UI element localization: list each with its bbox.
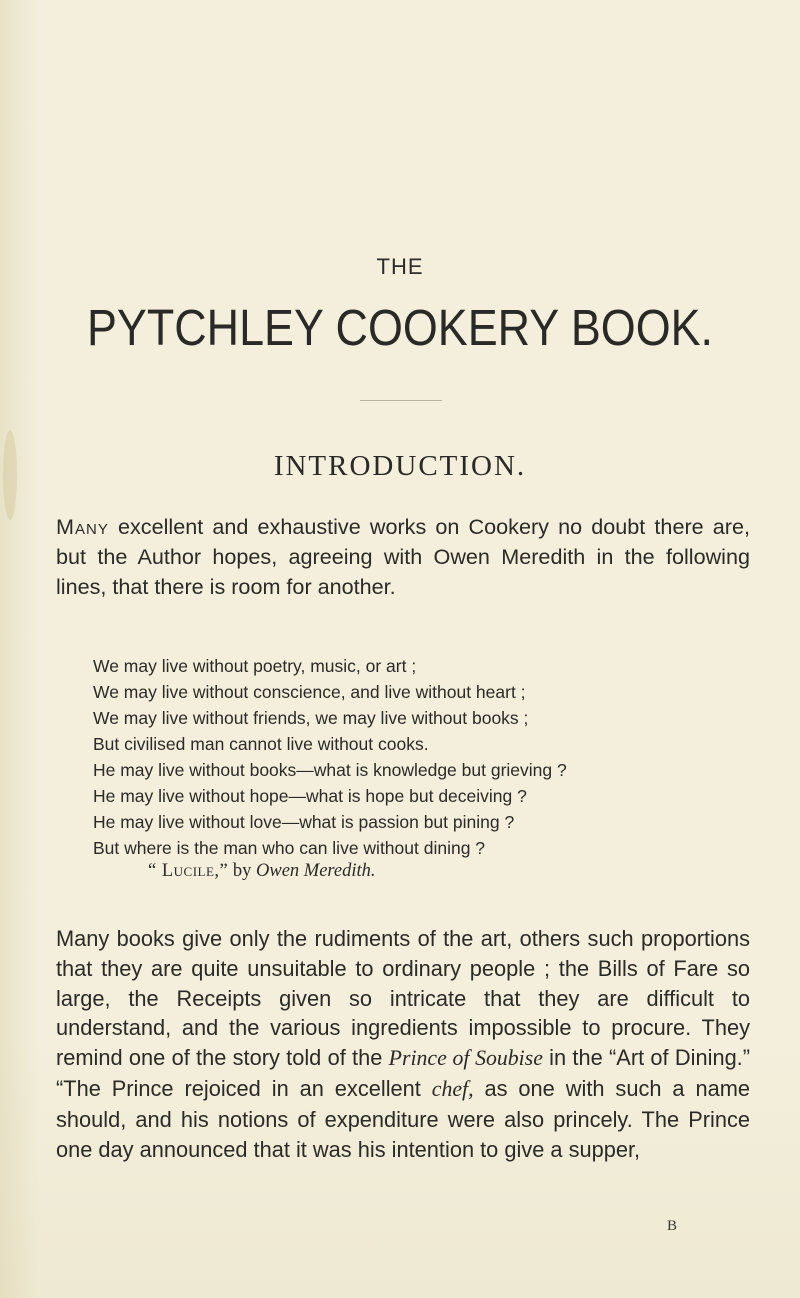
body-italic-chef: chef, bbox=[431, 1076, 474, 1101]
body-paragraph bbox=[56, 924, 750, 1164]
section-heading: INTRODUCTION. bbox=[273, 450, 527, 482]
verse-line: He may live without hope—what is hope but deceiving ? bbox=[93, 786, 527, 806]
title-divider bbox=[360, 400, 442, 401]
body-text-part: Many books give only the rudiments of the art, others such proportions that they are quite unsuitable to ordinary people ; the Bills of Fare so large, the Receipts given so intricate that they are difficult to understand, and the various ingredients impossible to procure. They remind one of the story told of the bbox=[56, 926, 750, 1071]
drop-lead-word: Many bbox=[56, 514, 109, 539]
body-text-part: as one with such a name should, and his notions of expenditure were also princely. The Prince one day announced that it was his intention to give a supper, bbox=[56, 1075, 750, 1162]
verse-line: He may live without love—what is passion but pining ? bbox=[93, 812, 515, 832]
verse-line: He may live without books—what is knowledge but grieving ? bbox=[93, 760, 567, 780]
verse-attribution bbox=[148, 861, 376, 882]
body-text-part: in the “Art of Dining.” “The Prince rejoiced in an excellent bbox=[56, 1045, 750, 1101]
book-title: PYTCHLEY COOKERY BOOK. bbox=[86, 299, 714, 356]
attribution-by: by bbox=[228, 861, 256, 881]
intro-paragraph bbox=[56, 512, 750, 602]
verse-line: But civilised man cannot live without cooks. bbox=[93, 734, 429, 754]
verse-line: We may live without conscience, and live without heart ; bbox=[93, 682, 526, 702]
body-italic-prince: Prince of Soubise bbox=[388, 1046, 543, 1071]
verse-line: But where is the man who can live without dining ? bbox=[93, 838, 486, 858]
verse-line: We may live without friends, we may live without books ; bbox=[93, 708, 529, 728]
attribution-author: Owen Meredith. bbox=[256, 861, 376, 881]
title-kicker: THE bbox=[376, 254, 424, 279]
verse-line: We may live without poetry, music, or art ; bbox=[93, 656, 417, 676]
attribution-work: “ Lucile,” bbox=[148, 861, 229, 881]
verse-quotation bbox=[93, 653, 733, 861]
signature-mark: B bbox=[667, 1218, 678, 1234]
intro-paragraph-text: excellent and exhaustive works on Cookery no doubt there are, but the Author hopes, agreeing with Owen Meredith in the following lines, that there is room for another. bbox=[56, 514, 750, 599]
